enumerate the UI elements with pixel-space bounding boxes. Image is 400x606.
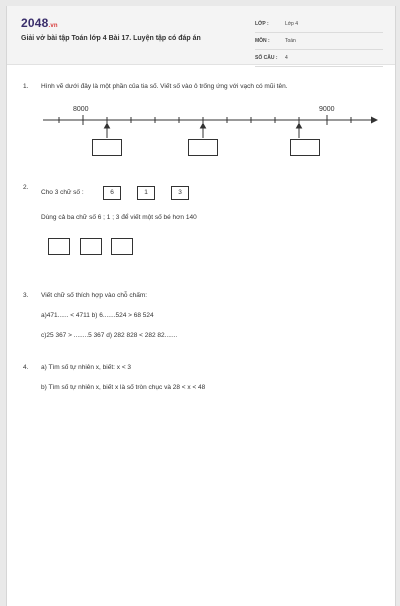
question-3-line-2: c)25 367 > ........5 367 d) 282 828 < 282 82....... [41, 332, 178, 339]
digit-answer-box-3[interactable] [111, 238, 133, 255]
digit-answer-box-1[interactable] [48, 238, 70, 255]
question-1-number: 1. [23, 83, 29, 90]
page-title: Giải vở bài tập Toán lớp 4 Bài 17. Luyện tập có đáp án [21, 35, 201, 42]
question-4-number: 4. [23, 364, 29, 371]
question-1-text: Hình vẽ dưới đây là một phần của tia số. Viết số vào ô trống ứng với vạch có mũi tên. [41, 83, 288, 90]
question-2-number: 2. [23, 184, 29, 191]
digit-box: 3 [171, 186, 189, 200]
meta-label: MÔN : [255, 38, 270, 44]
worksheet-page [6, 6, 396, 606]
digit-box: 6 [103, 186, 121, 200]
question-3-line-1: a)471...... < 4711 b) 6.......524 > 68 524 [41, 312, 154, 319]
meta-value: 4 [285, 55, 288, 61]
number-line-answer-box-3[interactable] [290, 139, 320, 156]
question-3-number: 3. [23, 292, 29, 299]
meta-value: Toán [285, 38, 296, 44]
question-4-line-b: b) Tìm số tự nhiên x, biết x là số tròn chục và 28 < x < 48 [41, 384, 206, 391]
number-line-label-right: 9000 [319, 106, 335, 113]
number-line-answer-box-1[interactable] [92, 139, 122, 156]
digit-box: 1 [137, 186, 155, 200]
logo-suffix: .vn [48, 23, 58, 29]
logo-number: 2048 [21, 16, 49, 30]
question-2-instruction: Dùng cả ba chữ số 6 ; 1 ; 3 để viết một số bé hơn 140 [41, 214, 197, 221]
digit-answer-box-2[interactable] [80, 238, 102, 255]
number-line-answer-box-2[interactable] [188, 139, 218, 156]
number-line-label-left: 8000 [73, 106, 89, 113]
meta-label: LỚP : [255, 21, 269, 27]
question-3-text: Viết chữ số thích hợp vào chỗ chấm: [41, 292, 148, 299]
question-2-prompt: Cho 3 chữ số : [41, 189, 84, 196]
meta-label: SỐ CÂU : [255, 55, 278, 61]
question-4-line-a: a) Tìm số tự nhiên x, biết: x < 3 [41, 364, 132, 371]
meta-value: Lớp 4 [285, 21, 299, 27]
